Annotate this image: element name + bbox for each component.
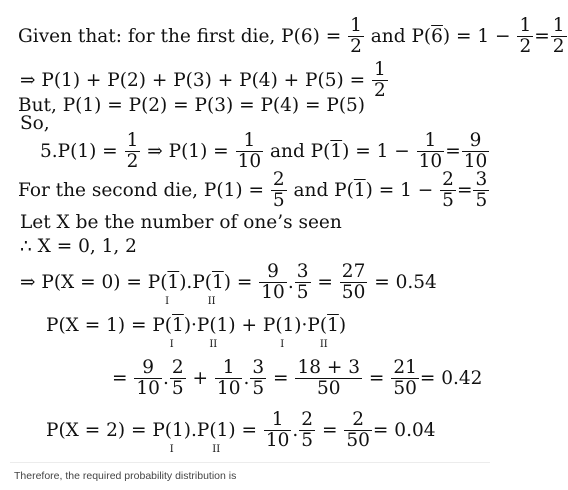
numerator: 18 + 3 xyxy=(297,357,361,378)
text: ·P(1) xyxy=(191,315,236,336)
text: P(X = 1) = xyxy=(46,315,147,336)
numerator: 9 xyxy=(134,358,162,379)
text: P(1) xyxy=(262,315,302,336)
text: . xyxy=(186,271,193,293)
subscript: II xyxy=(212,443,221,455)
text: = xyxy=(112,367,128,389)
text: 5.P(1) = xyxy=(40,140,118,162)
fraction xyxy=(295,358,362,400)
text: = xyxy=(241,419,257,441)
denominator: 10 xyxy=(265,430,290,452)
text: ⇒ P(X = 0) = xyxy=(20,271,142,293)
denominator: 5 xyxy=(301,430,314,452)
subscripted-term xyxy=(147,271,187,307)
denominator: 50 xyxy=(316,378,341,400)
overlined: 1 xyxy=(172,315,184,336)
subscripted-term xyxy=(196,419,236,455)
fraction xyxy=(250,358,266,400)
text: = xyxy=(317,271,333,293)
subscripted-term xyxy=(152,315,192,350)
text: P(1) xyxy=(152,419,192,441)
fraction xyxy=(344,410,372,452)
subscript: I xyxy=(280,339,285,350)
denominator: 5 xyxy=(272,190,285,212)
numerator: 3 xyxy=(475,169,488,190)
denominator: 10 xyxy=(261,282,285,304)
overlined: 1 xyxy=(330,140,343,162)
fraction xyxy=(299,410,315,452)
fraction xyxy=(348,16,364,58)
denominator: 50 xyxy=(341,282,366,304)
line-px1 xyxy=(46,315,347,350)
denominator: 10 xyxy=(418,151,443,173)
numerator: 1 xyxy=(126,130,139,151)
text: and xyxy=(370,25,406,47)
overlined: 1 xyxy=(353,179,366,201)
text: Let X be the number of one’s seen xyxy=(20,212,342,233)
fraction xyxy=(551,16,567,58)
line-second-die xyxy=(18,170,490,212)
denominator: 5 xyxy=(442,190,454,212)
denominator: 10 xyxy=(216,378,241,400)
text: P( xyxy=(147,271,168,293)
numerator: 3 xyxy=(252,357,265,378)
denominator: 5 xyxy=(475,190,488,212)
denominator: 2 xyxy=(126,151,139,173)
text: P( xyxy=(152,315,173,336)
text: Given that: for the first die, P(6) = xyxy=(18,25,342,47)
text: P( xyxy=(411,25,432,47)
line-let-x xyxy=(20,214,342,233)
text: ) = 1 − xyxy=(342,140,410,162)
text: ⇒ P(1) = xyxy=(147,140,229,162)
fraction xyxy=(440,170,456,212)
text: ) xyxy=(223,271,231,293)
denominator: 50 xyxy=(393,378,417,400)
fraction xyxy=(264,410,292,452)
numerator: 1 xyxy=(552,15,565,36)
fraction xyxy=(340,262,368,304)
subscript: II xyxy=(319,339,328,350)
overlined: 1 xyxy=(167,271,180,293)
text: . xyxy=(243,367,250,389)
line-equal xyxy=(18,97,365,116)
numerator: 1 xyxy=(264,410,292,431)
text: = xyxy=(273,367,289,389)
fraction xyxy=(295,262,311,304)
denominator: 10 xyxy=(136,378,160,400)
fraction xyxy=(134,358,162,400)
overlined: 1 xyxy=(211,271,224,293)
text: P(X = 2) = xyxy=(46,419,147,441)
divider xyxy=(10,462,490,463)
subscript: I xyxy=(169,443,174,455)
fraction xyxy=(215,358,243,400)
fraction xyxy=(259,262,287,304)
line-first-die xyxy=(18,16,568,58)
text: ) xyxy=(338,315,347,336)
subscripted-term xyxy=(301,315,347,350)
text: = 0.54 xyxy=(374,271,437,293)
numerator: 1 xyxy=(373,59,386,80)
subscript: I xyxy=(169,339,174,350)
fraction xyxy=(517,16,533,58)
subscripted-term xyxy=(262,315,302,350)
text: ·P( xyxy=(301,315,328,336)
text: ) = 1 − xyxy=(365,179,434,201)
text: = xyxy=(456,179,473,201)
text: . xyxy=(162,367,169,389)
numerator: 2 xyxy=(171,357,184,378)
numerator: 9 xyxy=(462,131,490,152)
text: = xyxy=(534,25,550,47)
text: ⇒ P(1) + P(2) + P(3) + P(4) + P(5) = xyxy=(20,69,366,91)
fraction xyxy=(372,60,388,102)
fraction xyxy=(170,358,186,400)
text: = xyxy=(321,419,338,441)
denominator: 2 xyxy=(552,36,565,58)
fraction xyxy=(125,131,141,173)
text: + xyxy=(241,315,257,336)
denominator: 50 xyxy=(346,430,370,452)
numerator: 2 xyxy=(272,169,285,190)
denominator: 10 xyxy=(237,151,262,173)
text: = 0.04 xyxy=(372,419,436,441)
numerator: 1 xyxy=(350,15,362,36)
numerator: 2 xyxy=(442,169,454,190)
subscripted-term xyxy=(191,315,236,350)
numerator: 27 xyxy=(341,261,366,282)
text: But, P(1) = P(2) = P(3) = P(4) = P(5) xyxy=(18,95,366,116)
text: ) xyxy=(183,315,192,336)
text: For the second die, P(1) = xyxy=(18,179,264,201)
text: = xyxy=(236,271,253,293)
text: and P( xyxy=(293,179,354,201)
numerator: 2 xyxy=(344,410,372,431)
subscript: II xyxy=(209,339,218,350)
numerator: 3 xyxy=(296,261,309,282)
text: and P( xyxy=(270,140,331,162)
fraction xyxy=(473,170,489,212)
subscripted-term xyxy=(152,419,192,455)
subscript: II xyxy=(207,295,216,307)
text: . xyxy=(292,419,299,441)
denominator: 5 xyxy=(252,378,265,400)
overlined: 1 xyxy=(327,315,339,336)
numerator: 1 xyxy=(236,131,264,152)
text: . xyxy=(287,271,294,293)
numerator: 21 xyxy=(393,357,417,378)
line-x-values xyxy=(20,238,137,257)
line-px2 xyxy=(46,409,436,455)
denominator: 2 xyxy=(350,36,362,58)
text: P(1) xyxy=(196,419,236,441)
denominator: 2 xyxy=(373,80,386,102)
subscripted-term xyxy=(192,271,231,307)
numerator: 1 xyxy=(215,358,243,379)
denominator: 10 xyxy=(463,151,488,173)
text: ) xyxy=(179,271,187,293)
text: ∴ X = 0, 1, 2 xyxy=(20,236,137,257)
text: = xyxy=(368,367,385,389)
line-px1-calc xyxy=(112,358,482,400)
subscript: I xyxy=(165,295,170,307)
fraction xyxy=(462,131,490,173)
footer-text: Therefore, the required probability distribution is xyxy=(14,470,237,482)
text: P( xyxy=(192,271,212,293)
numerator: 1 xyxy=(417,131,445,152)
overlined: 6 xyxy=(431,25,443,47)
line-p1 xyxy=(40,131,490,173)
line-px0 xyxy=(20,261,437,307)
text: = xyxy=(445,140,461,162)
text: . xyxy=(191,419,197,441)
denominator: 5 xyxy=(296,282,309,304)
text: So, xyxy=(20,113,50,134)
numerator: 1 xyxy=(519,15,532,36)
fraction xyxy=(391,358,419,400)
denominator: 5 xyxy=(171,378,184,400)
fraction xyxy=(271,170,287,212)
text: = 0.42 xyxy=(419,367,483,389)
text: + xyxy=(192,367,209,389)
denominator: 2 xyxy=(519,36,532,58)
numerator: 2 xyxy=(301,409,314,430)
numerator: 9 xyxy=(259,262,287,283)
text: ) = 1 − xyxy=(442,25,511,47)
fraction xyxy=(417,131,445,173)
fraction xyxy=(236,131,264,173)
